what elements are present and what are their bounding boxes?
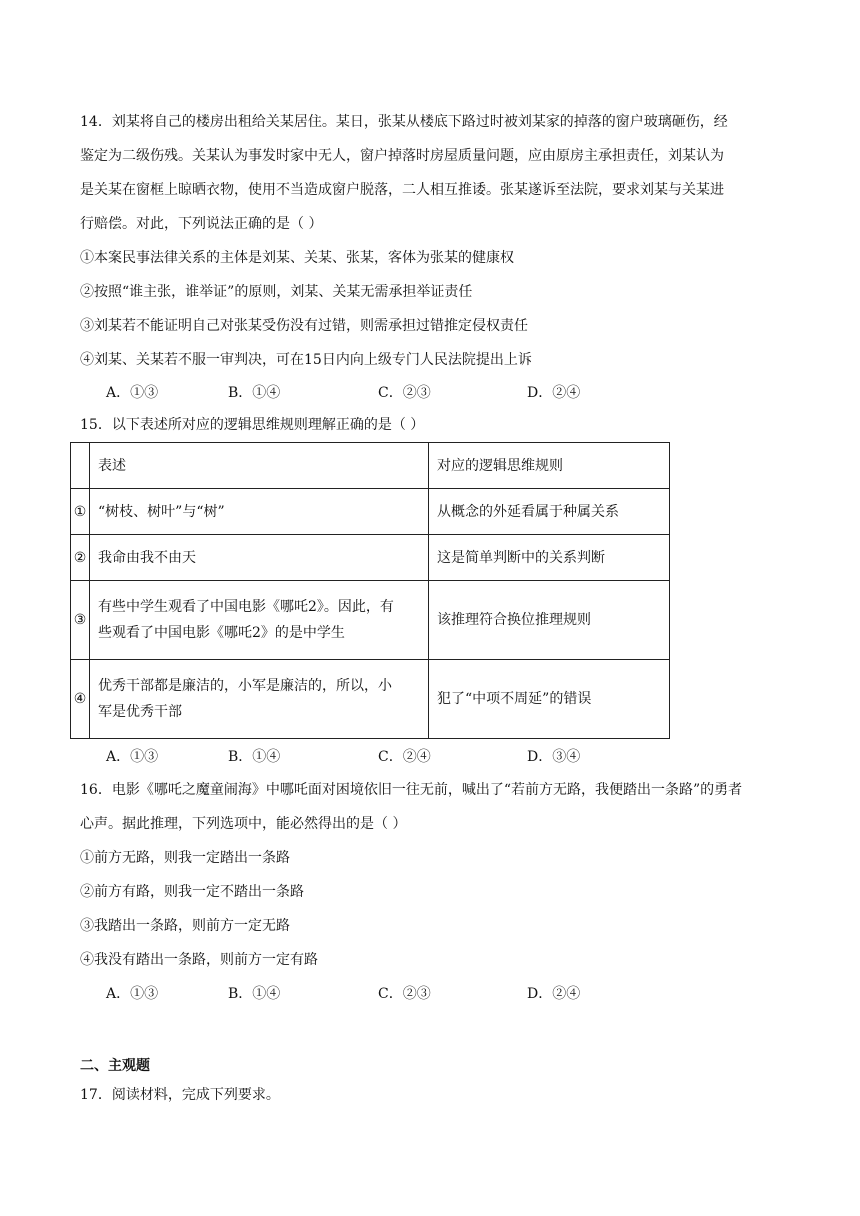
statement-text: 有些中学生观看了中国电影《哪吒2》。因此，有 [98,599,394,615]
row-rule: 这是简单判断中的关系判断 [429,535,670,581]
row-number: ② [71,535,90,581]
row-number: ④ [71,660,90,739]
option-c[interactable]: C．②④ [378,749,431,765]
header-cell-num [71,443,90,489]
q16-statement: ④我没有踏出一条路，则前方一定有路 [80,952,318,968]
q16-stem-line: 16．电影《哪吒之魔童闹海》中哪吒面对困境依旧一往无前，喊出了“若前方无路，我便踏出一条路”的勇者 [80,782,743,798]
q16-stem-line: 心声。据此推理，下列选项中，能必然得出的是（ ） [80,816,407,832]
row-statement [90,581,429,660]
logic-rules-table [70,442,670,739]
q14-stem-line: 行赔偿。对此，下列说法正确的是（ ） [80,216,323,232]
table-row [71,581,670,660]
header-cell-rule: 对应的逻辑思维规则 [429,443,670,489]
row-statement [90,660,429,739]
table-row [71,660,670,739]
row-rule: 犯了“中项不周延”的错误 [429,660,670,739]
option-b[interactable]: B．①④ [228,385,281,401]
statement-text: 军是优秀干部 [98,704,182,720]
q15-stem: 15．以下表述所对应的逻辑思维规则理解正确的是（ ） [80,417,425,433]
q14-statement: ③刘某若不能证明自己对张某受伤没有过错，则需承担过错推定侵权责任 [80,318,528,334]
q14-stem-line: 是关某在窗框上晾晒衣物，使用不当造成窗户脱落，二人相互推诿。张某遂诉至法院，要求刘某与关某进 [80,182,724,198]
option-a[interactable]: A．①③ [106,749,159,765]
option-d[interactable]: D．②④ [527,385,581,401]
q16-statement: ③我踏出一条路，则前方一定无路 [80,918,290,934]
q14-statement: ④刘某、关某若不服一审判决，可在15日内向上级专门人民法院提出上诉 [80,352,532,368]
row-rule: 从概念的外延看属于种属关系 [429,489,670,535]
row-rule: 该推理符合换位推理规则 [429,581,670,660]
header-cell-statement: 表述 [90,443,429,489]
table-row [71,489,670,535]
option-a[interactable]: A．①③ [106,986,159,1002]
option-c[interactable]: C．②③ [378,986,431,1002]
statement-text: “树枝、树叶”与“树” [98,503,225,520]
q14-statement: ①本案民事法律关系的主体是刘某、关某、张某，客体为张某的健康权 [80,250,514,266]
row-statement [90,535,429,581]
option-b[interactable]: B．①④ [228,749,281,765]
option-d[interactable]: D．②④ [527,986,581,1002]
statement-text: 些观看了中国电影《哪吒2》的是中学生 [98,625,345,641]
statement-text: 我命由我不由天 [98,549,196,566]
table-header-row [71,443,670,489]
q16-statement: ②前方有路，则我一定不踏出一条路 [80,884,304,900]
q14-statement: ②按照“谁主张，谁举证”的原则，刘某、关某无需承担举证责任 [80,284,473,300]
option-b[interactable]: B．①④ [228,986,281,1002]
statement-text: 优秀干部都是廉洁的，小军是廉洁的，所以，小 [98,678,392,694]
q14-stem-line: 14．刘某将自己的楼房出租给关某居住。某日，张某从楼底下路过时被刘某家的掉落的窗户玻璃砸伤，经 [80,114,728,130]
row-statement [90,489,429,535]
option-c[interactable]: C．②③ [378,385,431,401]
q14-stem-line: 鉴定为二级伤残。关某认为事发时家中无人，窗户掉落时房屋质量问题，应由原房主承担责任，刘某认为 [80,148,724,164]
row-number: ① [71,489,90,535]
table-row [71,535,670,581]
row-number: ③ [71,581,90,660]
option-d[interactable]: D．③④ [527,749,581,765]
q16-statement: ①前方无路，则我一定踏出一条路 [80,850,290,866]
section-heading: 二、主观题 [80,1058,150,1074]
q17-stem: 17．阅读材料，完成下列要求。 [80,1087,280,1103]
option-a[interactable]: A．①③ [106,385,159,401]
